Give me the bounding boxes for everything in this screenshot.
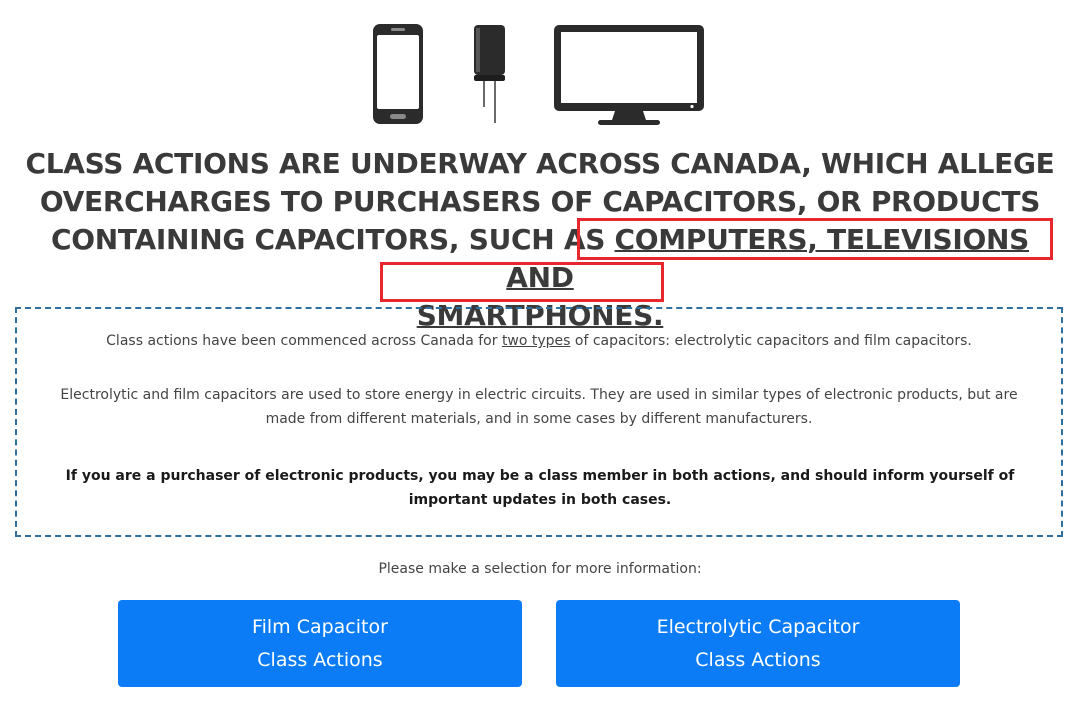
headline-line-4: SMARTPHONES. [416, 299, 664, 332]
electrolytic-button-line-1: Electrolytic Capacitor [656, 616, 860, 638]
info-paragraph-usage: Electrolytic and film capacitors are used to store energy in electric circuits. They are used in similar types of electronic products, but are made from different materials, and in some cases by different manufacturers. [60, 387, 1018, 427]
electrolytic-capacitor-button[interactable] [556, 600, 960, 687]
electrolytic-button-line-2: Class Actions [695, 649, 821, 671]
selection-prompt: Please make a selection for more information: [378, 561, 702, 577]
film-button-line-2: Class Actions [257, 649, 383, 671]
film-capacitor-button[interactable] [118, 600, 522, 687]
smartphone-icon [371, 22, 425, 126]
info-box [15, 307, 1063, 537]
headline-line-3: CONTAINING CAPACITORS, SUCH AS COMPUTERS, TELEVISIONS AND [50, 223, 1030, 294]
info-paragraph-types: Class actions have been commenced across Canada for two types of capacitors: electrolytic capacitors and film capacitors. [106, 333, 972, 349]
info-paragraph-notice: If you are a purchaser of electronic products, you may be a class member in both actions, and should inform yourself of important updates in both cases. [65, 468, 1015, 508]
headline-line-1: CLASS ACTIONS ARE UNDERWAY ACROSS CANADA, WHICH ALLEGE [25, 147, 1055, 180]
device-icons [0, 22, 1080, 128]
television-icon [552, 22, 706, 128]
two-types-link[interactable]: two types [501, 333, 571, 349]
capacitor-icon [472, 22, 508, 126]
headline-highlight-devices: COMPUTERS, TELEVISIONS AND [506, 223, 1030, 294]
film-button-line-1: Film Capacitor [252, 616, 388, 638]
headline-line-2: OVERCHARGES TO PURCHASERS OF CAPACITORS, OR PRODUCTS [39, 185, 1041, 218]
